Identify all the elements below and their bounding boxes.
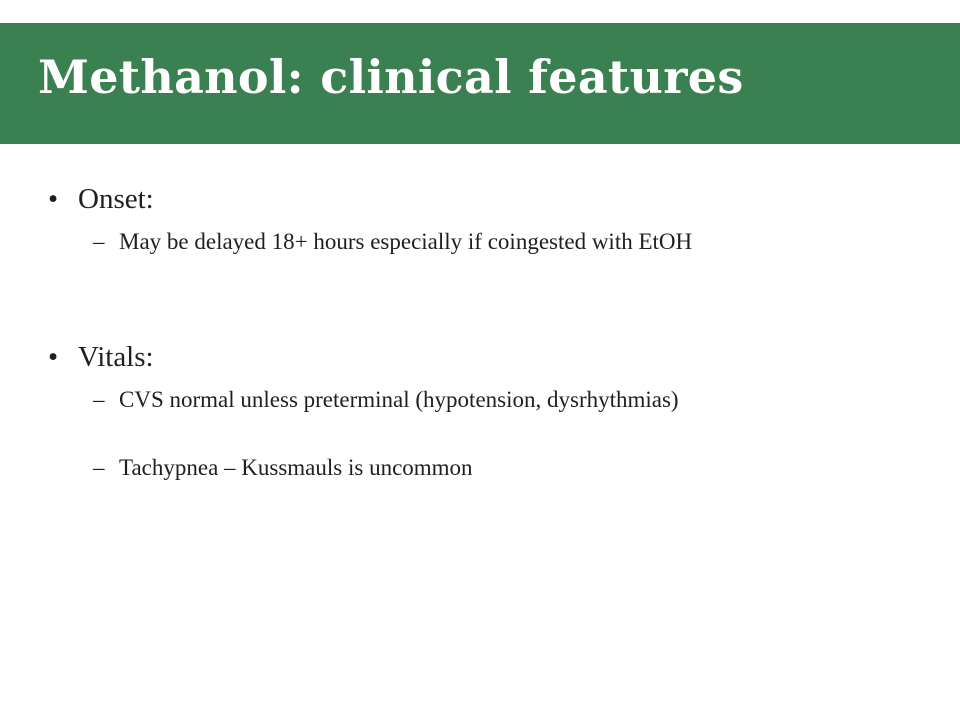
sub-item-text: Tachypnea – Kussmauls is uncommon [119,455,473,480]
dash-icon: – [93,229,105,254]
sub-item-onset-delay [93,229,833,254]
slide-title: Methanol: clinical features [38,50,744,104]
bullet-icon: • [48,183,59,215]
dash-icon: – [93,387,105,412]
sub-item-cvs [93,387,833,412]
sub-item-tachypnea [93,455,833,480]
sub-item-text: May be delayed 18+ hours especially if coingested with EtOH [119,229,693,254]
bullet-label: Onset: [78,183,154,215]
bullet-label: Vitals: [78,341,154,373]
dash-icon: – [93,455,105,480]
sub-item-text: CVS normal unless preterminal (hypotension, dysrhythmias) [119,387,679,412]
bullet-icon: • [48,341,59,373]
